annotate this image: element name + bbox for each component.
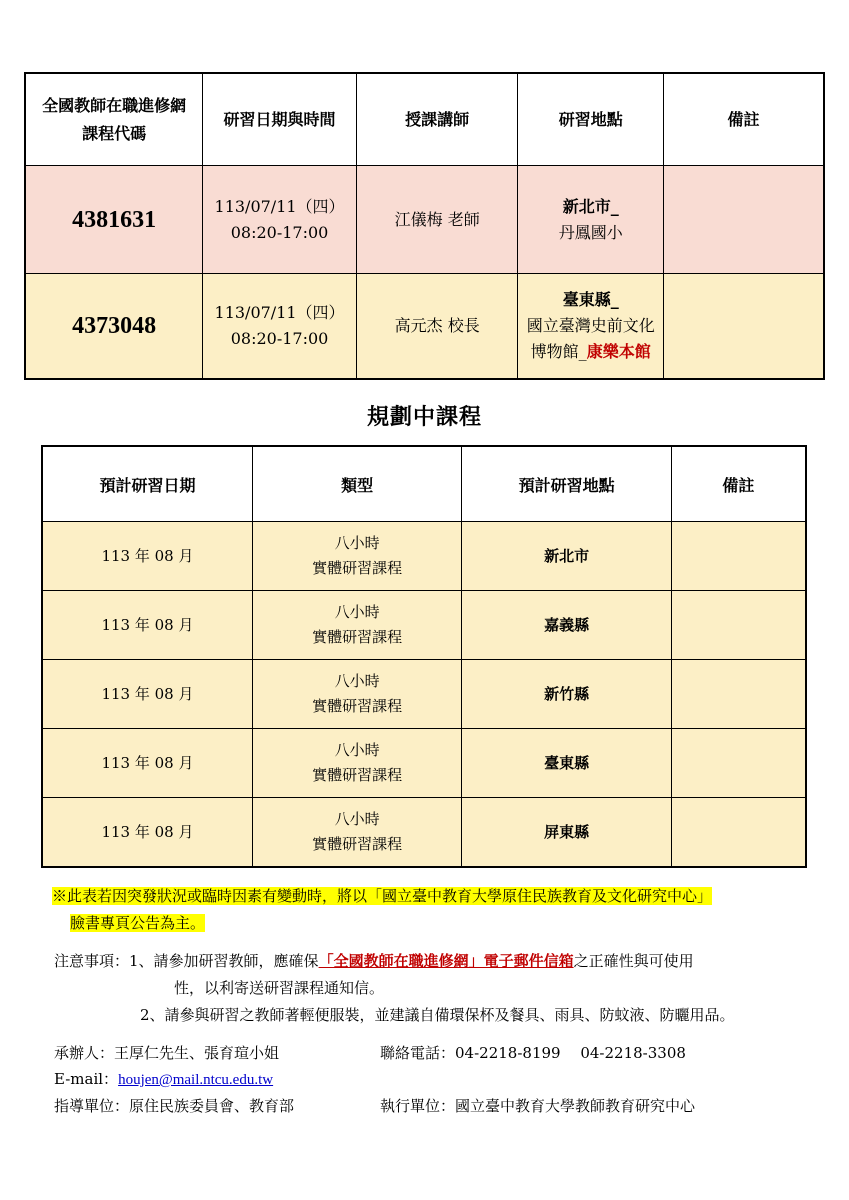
course-location-line1: 臺東縣_: [562, 290, 619, 309]
course-note: [663, 274, 824, 380]
note-item-1-suffix: 之正確性與可使用: [573, 952, 694, 970]
course-location-emphasis: 康樂本館: [586, 342, 651, 361]
planned-date: 113 年 08 月: [42, 660, 252, 729]
planned-table-header: [42, 446, 806, 522]
planned-type-mode: 實體研習課程: [312, 697, 403, 715]
note-item-1-prefix: 1、請參加研習教師，應確保: [129, 952, 319, 970]
planned-date: 113 年 08 月: [42, 729, 252, 798]
planned-note: [671, 591, 806, 660]
header-course-code: [25, 73, 203, 166]
planned-type-mode: 實體研習課程: [312, 835, 403, 853]
organizer: 承辦人：王厚仁先生、張育瑄小姐: [54, 1044, 280, 1062]
planned-type-hours: 八小時: [334, 603, 380, 621]
planned-type-hours: 八小時: [334, 672, 380, 690]
planned-date: 113 年 08 月: [42, 798, 252, 868]
notes-label: 注意事項：: [54, 952, 130, 970]
phone: 聯絡電話：04-2218-8199 04-2218-3308: [380, 1044, 686, 1062]
table-row: [25, 274, 824, 380]
email-line: [54, 1066, 380, 1093]
change-notice-line2-text: 臉書專頁公告為主。: [70, 914, 206, 932]
course-table-header: [25, 73, 824, 166]
planned-note: [671, 729, 806, 798]
email-link[interactable]: houjen@mail.ntcu.edu.tw: [118, 1072, 274, 1088]
course-location-line2: 國立臺灣史前文化: [526, 316, 655, 335]
header-planned-location: 預計研習地點: [462, 446, 671, 522]
contact-row-3: [54, 1093, 824, 1119]
header-note: 備註: [663, 73, 824, 166]
planned-location: 新竹縣: [462, 660, 671, 729]
planned-location: 新北市: [462, 522, 671, 591]
course-note: [663, 166, 824, 274]
planned-type-hours: 八小時: [334, 741, 380, 759]
course-location: [518, 274, 664, 380]
planned-type: [252, 729, 461, 798]
planned-location: 屏東縣: [462, 798, 671, 868]
header-date-time: 研習日期與時間: [203, 73, 357, 166]
course-teacher: 高元杰 校長: [356, 274, 518, 380]
course-location-line1: 新北市_: [562, 196, 619, 216]
email-label: E-mail：: [54, 1070, 119, 1088]
notes-section: [54, 948, 824, 1029]
contact-section: [54, 1040, 824, 1119]
note-item-1: [54, 948, 824, 975]
course-code: 4373048: [25, 274, 203, 380]
table-row: [25, 166, 824, 274]
header-teacher: 授課講師: [356, 73, 518, 166]
planned-type: [252, 591, 461, 660]
course-date-time: [203, 274, 357, 380]
note-item-1-emphasis: 「全國教師在職進修網」電子郵件信箱: [318, 952, 574, 970]
course-teacher: 江儀梅 老師: [356, 166, 518, 274]
executing-unit: 執行單位：國立臺中教育大學教師教育研究中心: [380, 1097, 696, 1115]
course-date-time: [203, 166, 357, 274]
table-row: [42, 591, 806, 660]
header-location: 研習地點: [518, 73, 664, 166]
planned-note: [671, 522, 806, 591]
change-notice-line1: [52, 883, 812, 910]
course-location: [518, 166, 664, 274]
planned-type-mode: 實體研習課程: [312, 766, 403, 784]
guidance-unit: 指導單位：原住民族委員會、教育部: [54, 1097, 295, 1115]
planned-type-mode: 實體研習課程: [312, 628, 403, 646]
table-row: [42, 729, 806, 798]
header-planned-note: 備註: [671, 446, 806, 522]
planned-date: 113 年 08 月: [42, 591, 252, 660]
course-code: 4381631: [25, 166, 203, 274]
planned-note: [671, 798, 806, 868]
planned-location: 嘉義縣: [462, 591, 671, 660]
planned-courses-table: [41, 445, 807, 868]
header-type: 類型: [252, 446, 461, 522]
course-location-line2: 丹鳳國小: [558, 222, 623, 242]
course-date: 113/07/11（四）: [214, 303, 345, 322]
planned-date: 113 年 08 月: [42, 522, 252, 591]
contact-row-2: [54, 1066, 824, 1093]
header-course-code-line2: 課程代碼: [82, 123, 147, 143]
table-row: [42, 522, 806, 591]
course-location-line3: [518, 339, 663, 365]
header-planned-date: 預計研習日期: [42, 446, 252, 522]
planned-type: [252, 522, 461, 591]
planned-courses-title: 規劃中課程: [366, 404, 482, 430]
change-notice-line1-text: ※此表若因突發狀況或臨時因素有變動時，將以「國立臺中教育大學原住民族教育及文化研究中心」: [52, 887, 713, 905]
header-course-code-line1: 全國教師在職進修網: [42, 95, 187, 115]
contact-row-1: [54, 1040, 824, 1066]
change-notice-line2: [52, 910, 812, 937]
planned-type-mode: 實體研習課程: [312, 559, 403, 577]
table-row: [42, 798, 806, 868]
course-date: 113/07/11（四）: [214, 196, 345, 216]
planned-type-hours: 八小時: [334, 810, 380, 828]
course-location-line3a: 博物館_: [530, 342, 587, 361]
course-table: [24, 72, 825, 380]
course-time: 08:20-17:00: [230, 222, 329, 242]
planned-type: [252, 798, 461, 868]
planned-type: [252, 660, 461, 729]
course-time: 08:20-17:00: [230, 329, 329, 348]
note-item-2: 2、請參與研習之教師著輕便服裝，並建議自備環保杯及餐具、雨具、防蚊液、防曬用品。: [140, 1006, 735, 1024]
note-item-1-continued: 性，以利寄送研習課程通知信。: [174, 979, 385, 997]
planned-location: 臺東縣: [462, 729, 671, 798]
change-notice: [52, 883, 812, 937]
planned-type-hours: 八小時: [334, 534, 380, 552]
planned-note: [671, 660, 806, 729]
table-row: [42, 660, 806, 729]
